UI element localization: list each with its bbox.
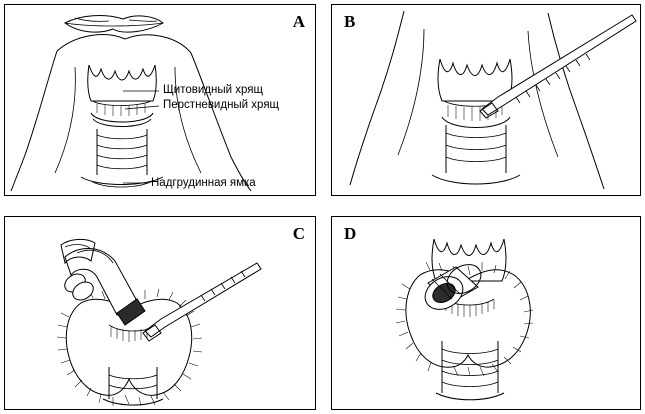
panel-d-illustration (332, 217, 640, 409)
panel-d-letter: D (344, 224, 357, 243)
panel-c (4, 216, 316, 410)
panel-a (4, 4, 316, 196)
label-suprasternal-notch: Надгрудинная ямка (151, 177, 256, 189)
panel-b (331, 4, 641, 196)
panel-c-illustration (5, 217, 315, 409)
label-thyroid-cartilage: Щитовидный хрящ (163, 84, 263, 96)
panel-a-letter: A (292, 12, 305, 31)
panel-b-letter: B (344, 12, 356, 31)
label-cricoid-cartilage: Перстневидный хрящ (163, 99, 280, 111)
panel-b-illustration (332, 5, 640, 195)
panel-c-letter: C (292, 224, 305, 243)
panel-d (331, 216, 641, 410)
